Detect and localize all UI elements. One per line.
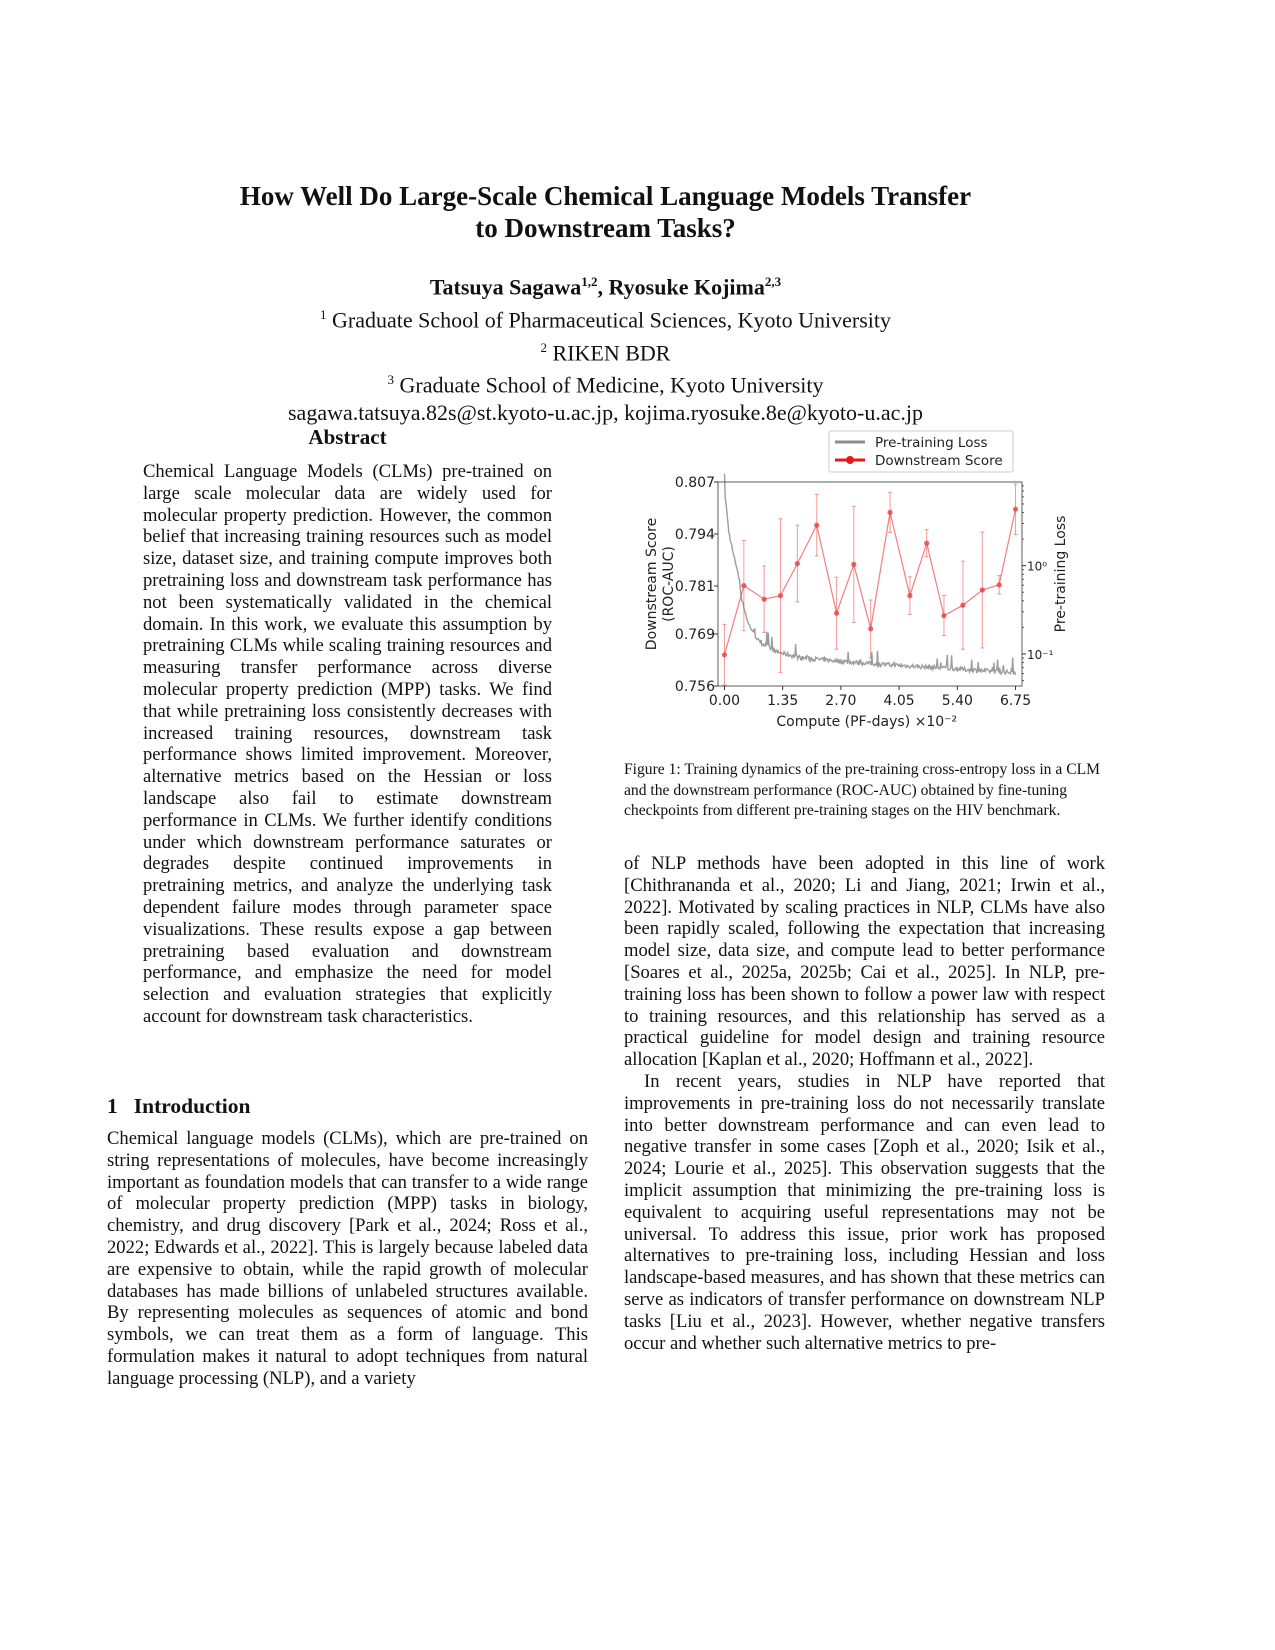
affil-num: 3 xyxy=(387,372,394,388)
paragraph: In recent years, studies in NLP have reported that improvements in pre-training loss do not necessarily translate into better downstream performance and can even lead to negative transfer in some cases [Zoph et al., 2020; Isik et al., 2024; Lourie et al., 2025]. This observation suggests that the implicit assumption that minimizing the pre-training loss is equivalent to acquiring useful representations may not be universal. To address this issue, prior work has proposed alternatives to pre-training loss, including Hessian and loss landscape-based measures, and has shown that these metrics can serve as indicators of transfer performance on downstream NLP tasks [Liu et al., 2023]. However, whether negative transfers occur and whether such alternative metrics to pre- xyxy=(624,1070,1105,1354)
x-tick-label: 1.35 xyxy=(767,693,799,709)
affil-text: RIKEN BDR xyxy=(552,339,671,365)
loss-line xyxy=(725,474,1016,675)
y-tick-label: 0.794 xyxy=(674,527,715,543)
legend-label: Pre-training Loss xyxy=(875,435,988,451)
score-point xyxy=(851,562,856,567)
score-point xyxy=(762,597,767,602)
section-title: Introduction xyxy=(133,1094,251,1118)
y-tick-label: 0.807 xyxy=(674,475,715,491)
abstract-text: Chemical Language Models (CLMs) pre-trained on large scale molecular data are widely used for molecular property prediction. However, the common belief that increasing training resources such as model size, dataset size, and training compute improves both pretraining loss and downstream task performance has not been systematically validated in the chemical domain. In this work, we evaluate this assumption by pretraining CLMs while scaling training resources and measuring transfer performance across diverse molecular property prediction (MPP) tasks. We find that while pretraining loss consistently decreases with increased training resources, downstream task performance shows limited improvement. Moreover, alternative metrics based on the Hessian or loss landscape also fail to estimate downstream performance in CLMs. We further identify conditions under which downstream performance saturates or degrades despite continued improvements in pretraining metrics, and analyze the underlying task dependent failure modes through parameter space visualizations. These results expose a gap between pretraining based evaluation and downstream performance, and emphasize the need for model selection and evaluation strategies that explicitly account for downstream task characteristics. xyxy=(143,461,552,1027)
title-line: to Downstream Tasks? xyxy=(475,213,736,243)
score-point xyxy=(722,652,727,657)
score-point xyxy=(741,583,746,588)
score-point xyxy=(997,582,1002,587)
author-affil: 1,2 xyxy=(581,274,598,289)
x-tick-label: 6.75 xyxy=(999,693,1032,709)
score-point xyxy=(834,611,839,616)
score-point xyxy=(960,603,965,608)
score-point xyxy=(887,510,892,515)
paragraph: Chemical language models (CLMs), which are pre-trained on string representations of molecules, have become increasingly important as foundation models that can transfer to a wide range of molecular property prediction (MPP) tasks in biology, chemistry, and drug discovery [Park et al., 2024; Ross et al., 2022; Edwards et al., 2022]. This is largely because labeled data are expensive to obtain, while the rapid growth of molecular databases has made billions of unlabeled structures available. By representing molecules as sequences of atomic and bond symbols, we can treat them as a form of language. This formulation makes it natural to adopt techniques from natural language processing (NLP), and a variety xyxy=(107,1128,588,1389)
x-axis-label: Compute (PF-days) ×10⁻² xyxy=(776,714,958,730)
legend-score-marker xyxy=(846,456,854,464)
score-point xyxy=(1013,507,1018,512)
y-tick-label: 0.769 xyxy=(674,627,715,643)
y-axis-label: (ROC-AUC) xyxy=(661,546,677,622)
y-tick-label: 0.756 xyxy=(674,679,715,695)
abstract-heading: Abstract xyxy=(308,425,387,449)
x-tick-label: 4.05 xyxy=(883,693,915,709)
score-point xyxy=(941,613,946,618)
paper-title xyxy=(0,180,1211,244)
plot-frame xyxy=(718,482,1022,686)
y2-tick-label: 10⁻¹ xyxy=(1027,647,1054,662)
author-block xyxy=(0,268,1211,427)
affil-num: 1 xyxy=(319,306,327,322)
affiliation xyxy=(0,301,1211,334)
emails[interactable]: sagawa.tatsuya.82s@st.kyoto-u.ac.jp, kojima.ryosuke.8e@kyoto-u.ac.jp xyxy=(288,400,923,426)
figure-1-chart xyxy=(630,420,1090,740)
author-name: Ryosuke Kojima xyxy=(608,274,765,300)
legend-label: Downstream Score xyxy=(875,453,1003,469)
score-point xyxy=(814,523,819,528)
score-point xyxy=(907,593,912,598)
intro-left-column xyxy=(107,1128,588,1390)
score-point xyxy=(778,593,783,598)
affil-num: 2 xyxy=(540,339,548,355)
y2-tick-label: 10⁰ xyxy=(1027,559,1048,574)
affiliation xyxy=(0,334,1211,367)
y2-axis-label: Pre-training Loss xyxy=(1053,515,1069,633)
x-tick-label: 0.00 xyxy=(708,693,741,709)
score-point xyxy=(924,541,929,546)
title-line: How Well Do Large-Scale Chemical Language Models Transfer xyxy=(239,181,972,211)
x-tick-label: 2.70 xyxy=(825,693,857,709)
section-heading xyxy=(107,1094,266,1119)
figure-caption: Figure 1: Training dynamics of the pre-training cross-entropy loss in a CLM and the downstream performance (ROC-AUC) obtained by fine-tuning checkpoints from different pre-training stages on the HIV benchmark. xyxy=(624,761,1100,819)
score-point xyxy=(795,561,800,566)
affil-text: Graduate School of Medicine, Kyoto University xyxy=(399,372,824,398)
affil-text: Graduate School of Pharmaceutical Sciences, Kyoto University xyxy=(331,307,891,333)
author-affil: 2,3 xyxy=(764,274,782,289)
section-number: 1 xyxy=(107,1094,118,1118)
y-tick-label: 0.781 xyxy=(674,579,715,595)
y-axis-label: Downstream Score xyxy=(644,517,660,651)
paragraph: of NLP methods have been adopted in this line of work [Chithrananda et al., 2020; Li and Jiang, 2021; Irwin et al., 2022]. Motivated by scaling practices in NLP, CLMs have also been rapidly scaled, following the expectation that increasing model size, data size, and compute lead to better performance [Soares et al., 2025a, 2025b; Cai et al., 2025]. In NLP, pre-training loss has been shown to follow a power law with respect to training resources, and this relationship has served as a practical guideline for model design and training resource allocation [Kaplan et al., 2020; Hoffmann et al., 2022]. xyxy=(624,853,1105,1071)
x-tick-label: 5.40 xyxy=(941,693,973,709)
affiliation xyxy=(0,366,1211,399)
intro-right-column xyxy=(624,853,1105,1354)
author-names: Tatsuya Sagawa$^{1,2}$, Ryosuke Kojima$^{2,3}$ xyxy=(429,274,782,300)
score-point xyxy=(980,587,985,592)
author-name: Tatsuya Sagawa xyxy=(429,274,582,300)
score-point xyxy=(868,626,873,631)
